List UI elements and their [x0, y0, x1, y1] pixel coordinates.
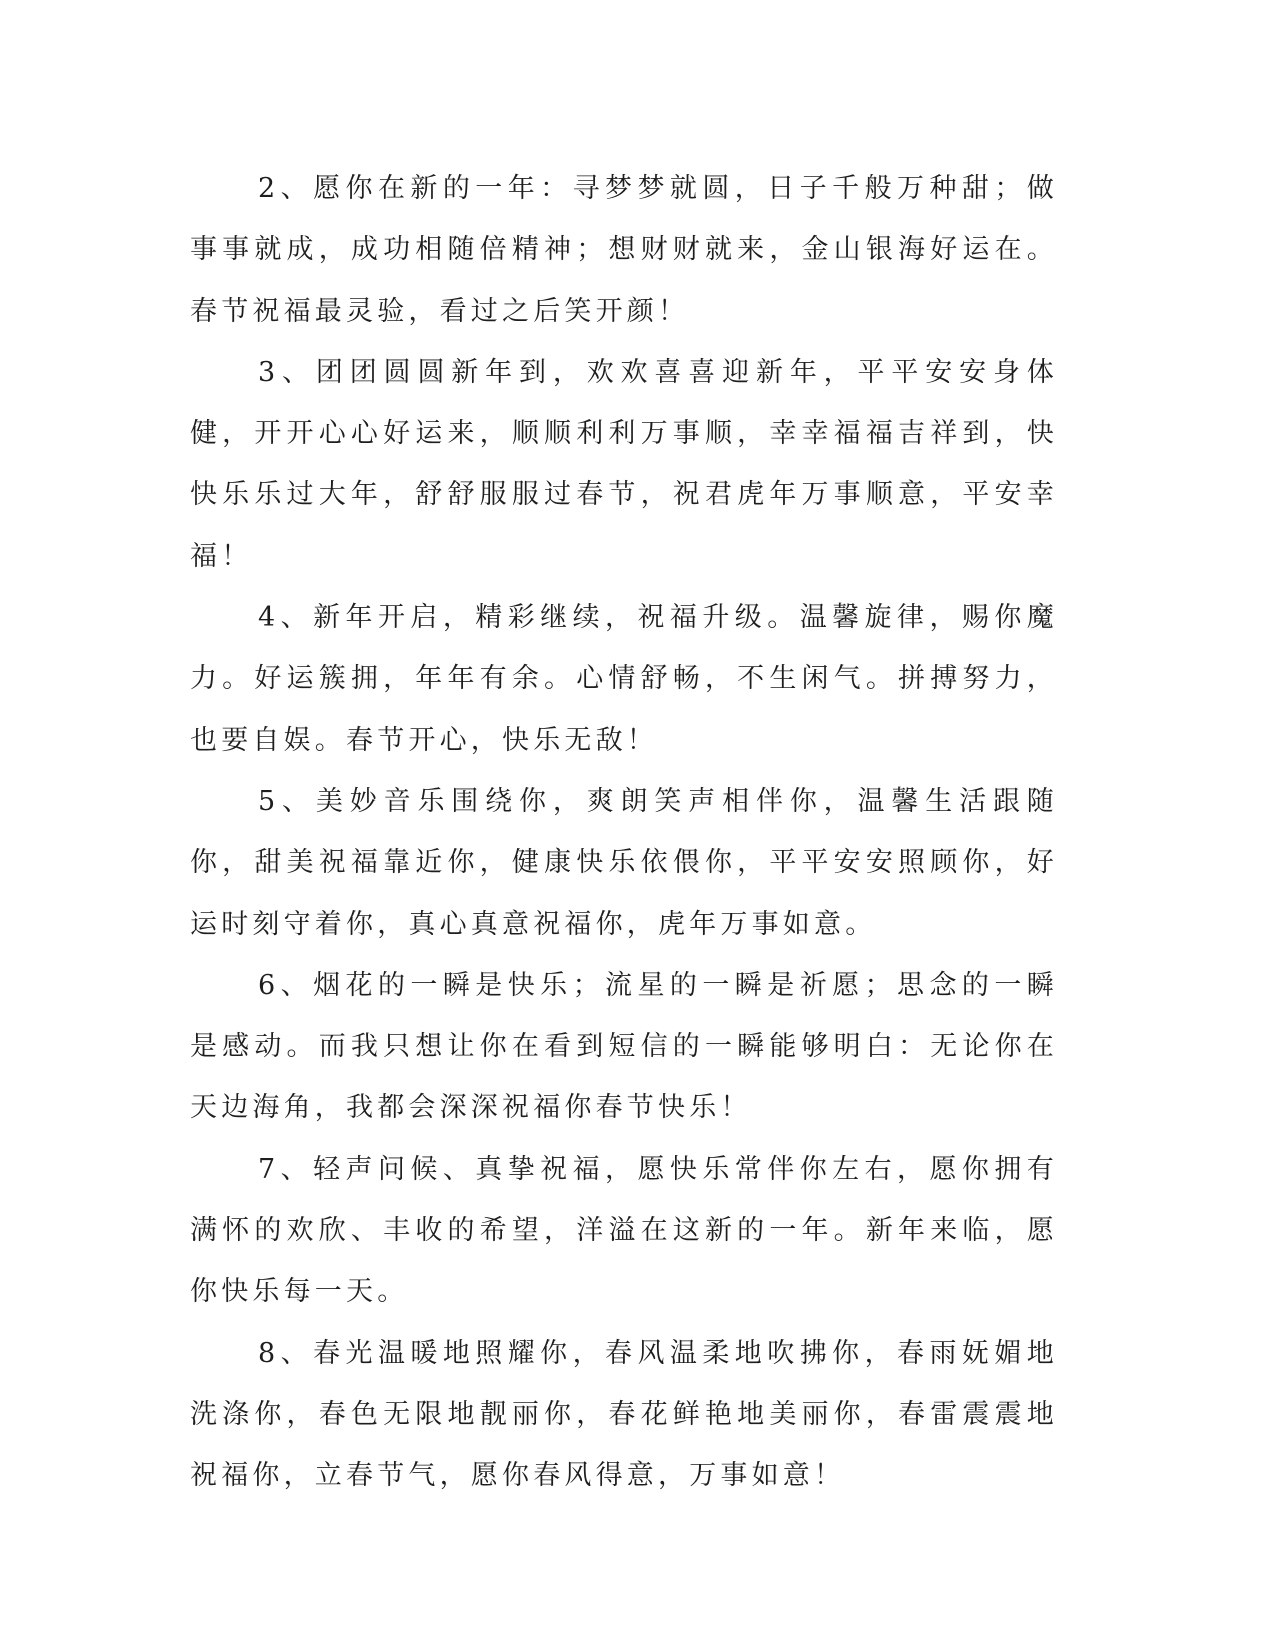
paragraph-5: 5、美妙音乐围绕你，爽朗笑声相伴你，温馨生活跟随你，甜美祝福靠近你，健康快乐依偎你，平平安安照顾你，好运时刻守着你，真心真意祝福你，虎年万事如意。 — [190, 785, 1058, 940]
paragraph-2: 2、愿你在新的一年：寻梦梦就圆，日子千般万种甜；做事事就成，成功相随倍精神；想财财就来，金山银海好运在。春节祝福最灵验，看过之后笑开颜！ — [190, 173, 1058, 327]
paragraph-4: 4、新年开启，精彩继续，祝福升级。温馨旋律，赐你魔力。好运簇拥，年年有余。心情舒畅，不生闲气。拼搏努力，也要自娱。春节开心，快乐无敌！ — [190, 602, 1058, 756]
paragraph-6: 6、烟花的一瞬是快乐；流星的一瞬是祈愿；思念的一瞬是感动。而我只想让你在看到短信的一瞬能够明白：无论你在天边海角，我都会深深祝福你春节快乐！ — [190, 969, 1058, 1124]
paragraph-8: 8、春光温暖地照耀你，春风温柔地吹拂你，春雨妩媚地洗涤你，春色无限地靓丽你，春花鲜艳地美丽你，春雷震震地祝福你，立春节气，愿你春风得意，万事如意！ — [190, 1337, 1058, 1492]
paragraph-3: 3、团团圆圆新年到，欢欢喜喜迎新年，平平安安身体健，开开心心好运来，顺顺利利万事顺，幸幸福福吉祥到，快快乐乐过大年，舒舒服服过春节，祝君虎年万事顺意，平安幸福！ — [190, 356, 1058, 572]
document-body — [190, 158, 1058, 1507]
paragraph-7: 7、轻声问候、真挚祝福，愿快乐常伴你左右，愿你拥有满怀的欢欣、丰收的希望，洋溢在这新的一年。新年来临，愿你快乐每一天。 — [190, 1153, 1058, 1308]
